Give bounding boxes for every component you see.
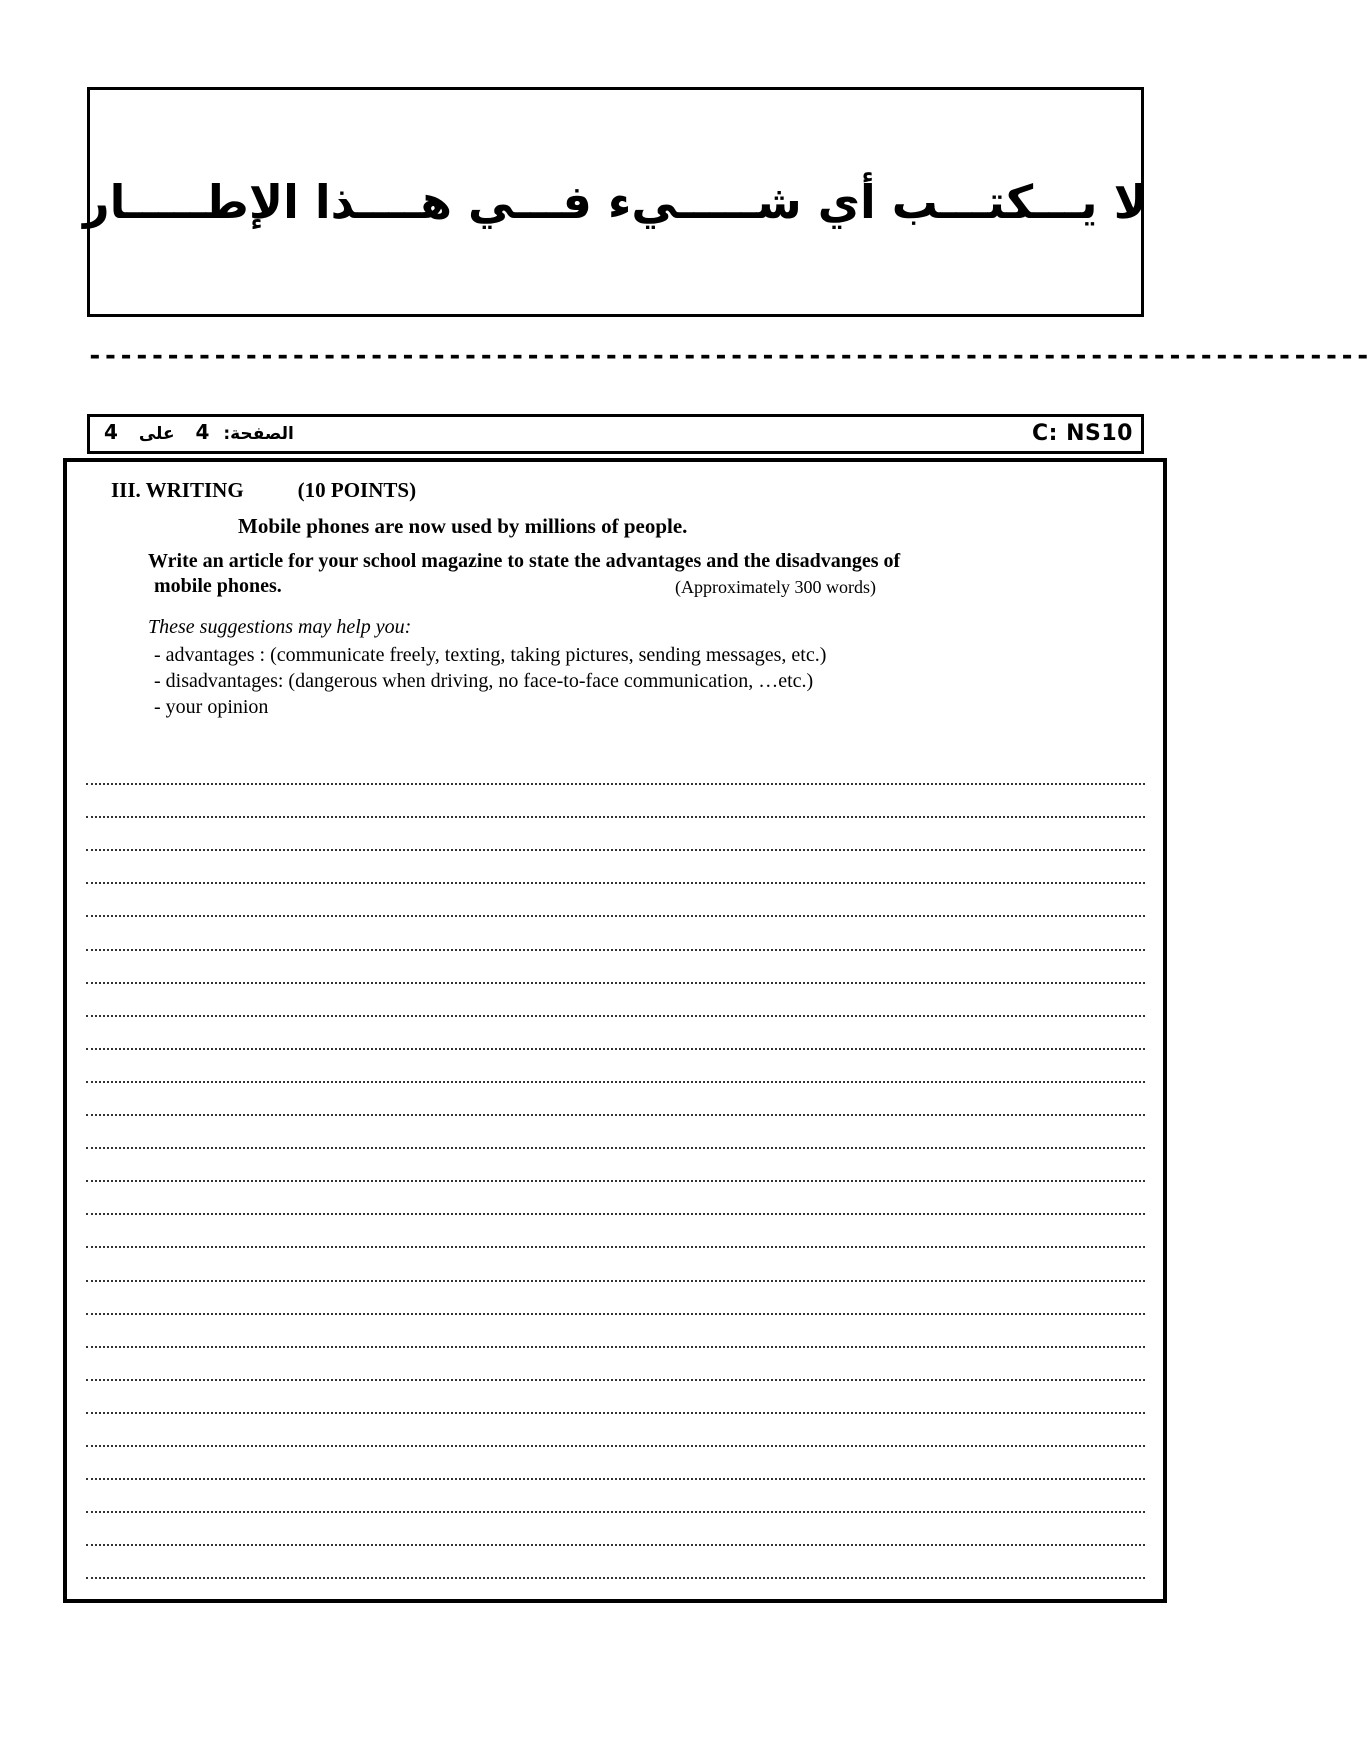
do-not-write-frame [83,87,1148,317]
page-header-bar [87,414,1144,454]
answer-line[interactable] [86,1083,1145,1116]
answer-line[interactable] [86,1116,1145,1149]
of-label: على [138,424,175,444]
word-count-hint: (Approximately 300 words) [675,577,876,597]
answer-line[interactable] [86,1248,1145,1281]
task-instruction-line-1: Write an article for your school magazine to state the advantages and the disadvanges of [148,550,901,572]
answer-line[interactable] [86,1215,1145,1248]
suggestion-item: - disadvantages: (dangerous when driving, no face-to-face communication, …etc.) [154,670,814,692]
answer-line[interactable] [86,1447,1145,1480]
task-instruction-line-2: mobile phones. [154,575,282,597]
answer-line[interactable] [86,1315,1145,1348]
page-label: الصفحة: [223,424,294,444]
answer-line[interactable] [86,818,1145,851]
answer-line[interactable] [86,1414,1145,1447]
answer-line[interactable] [86,1017,1145,1050]
suggestions-list [154,642,826,720]
page-number: 4 [195,420,210,444]
do-not-write-notice: لا يـــكتـــب أي شـــــيء فـــي هــــذا الإطـــــار [83,175,1148,229]
answer-line[interactable] [86,1050,1145,1083]
answer-line[interactable] [86,1480,1145,1513]
answer-lines [86,752,1145,1579]
answer-line[interactable] [86,785,1145,818]
total-pages: 4 [104,420,118,444]
section-heading [111,478,416,503]
answer-line[interactable] [86,1149,1145,1182]
answer-line[interactable] [86,1282,1145,1315]
answer-line[interactable] [86,1546,1145,1579]
answer-line[interactable] [86,984,1145,1017]
answer-line[interactable] [86,1348,1145,1381]
answer-line[interactable] [86,1381,1145,1414]
answer-line[interactable] [86,884,1145,917]
suggestion-item: - advantages : (communicate freely, texting, taking pictures, sending messages, etc.) [154,644,827,666]
writing-section-box [63,458,1167,1603]
answer-line[interactable] [86,1513,1145,1546]
cut-line-separator: ---------------------------------------------------------------------------------- [87,341,1371,371]
section-points: (10 POINTS) [297,478,417,502]
writing-prompt: Mobile phones are now used by millions of people. [238,514,688,538]
answer-line[interactable] [86,1182,1145,1215]
answer-line[interactable] [86,752,1145,785]
page-number-info [104,420,294,444]
answer-line[interactable] [86,851,1145,884]
answer-line[interactable] [86,951,1145,984]
suggestions-heading: These suggestions may help you: [148,616,412,638]
section-title: III. WRITING [111,478,244,502]
answer-line[interactable] [86,917,1145,950]
suggestion-item: - your opinion [154,696,269,718]
exam-code: C: NS10 [1032,421,1133,446]
